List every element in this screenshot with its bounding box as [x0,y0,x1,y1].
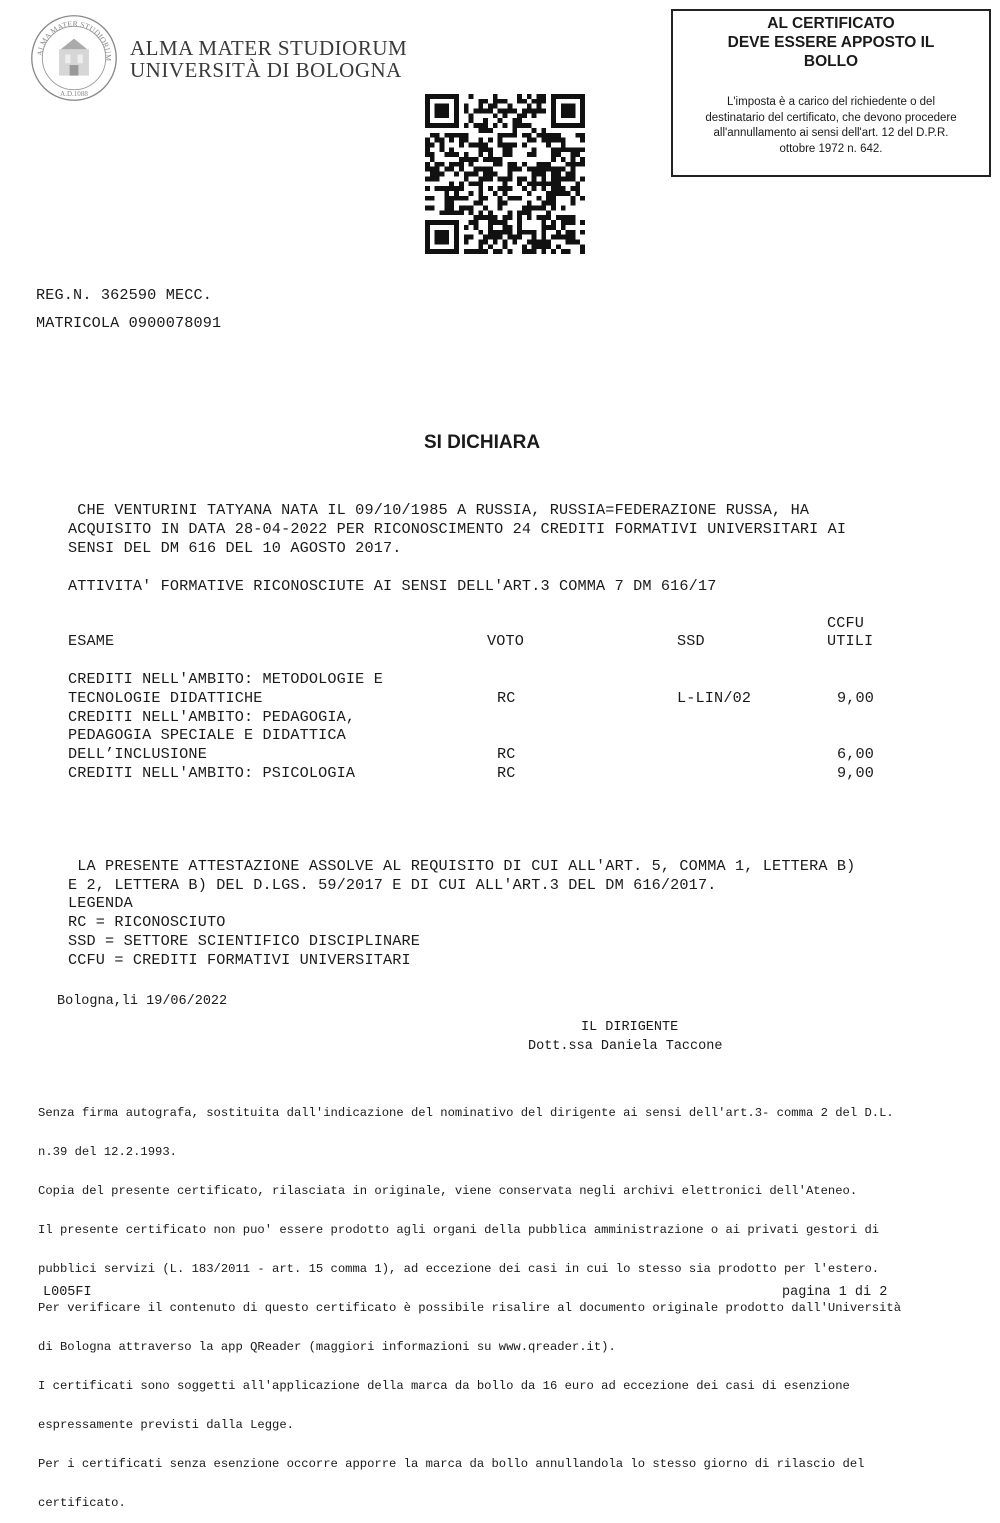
footnote-line: espressamente previsti dalla Legge. [38,1418,294,1432]
table-cell-ssd: L-LIN/02 [677,689,752,707]
table-cell-voto: RC [497,745,516,763]
column-header-utili: UTILI [827,632,874,650]
attestation-line: E 2, LETTERA B) DEL D.LGS. 59/2017 E DI CUI ALL'ART.3 DEL DM 616/2017. [68,876,717,894]
footnote-line: Il presente certificato non puo' essere prodotto agli organi della pubblica amministrazione o ai privati gestori di [38,1223,880,1237]
page-number: pagina 1 di 2 [782,1285,888,1300]
table-cell-esame: PEDAGOGIA SPECIALE E DIDATTICA [68,726,346,744]
legend-item: SSD = SETTORE SCIENTIFICO DISCIPLINARE [68,932,421,950]
table-cell-esame: DELL’INCLUSIONE [68,745,207,763]
signature-role: IL DIRIGENTE [581,1020,679,1035]
stamp-duty-box [671,9,991,177]
legend-title: LEGENDA [68,894,133,912]
footnote-line: Senza firma autografa, sostituita dall'indicazione del nominativo del dirigente ai sensi dell'art.3- comma 2 del D.L. [38,1106,894,1120]
legend-item: RC = RICONOSCIUTO [68,913,226,931]
table-cell-esame: CREDITI NELL'AMBITO: METODOLOGIE E [68,670,383,688]
page-title: SI DICHIARA [423,432,541,453]
stamp-box-title [673,14,989,71]
svg-text:A.D.1088: A.D.1088 [60,89,88,98]
place-date: Bologna,li 19/06/2022 [57,994,228,1009]
matricola-number: MATRICOLA 0900078091 [36,314,222,332]
signature-name: Dott.ssa Daniela Taccone [528,1039,723,1054]
table-cell-esame: TECNOLOGIE DIDATTICHE [68,689,263,707]
footnote-line: di Bologna attraverso la app QReader (maggiori informazioni su www.qreader.it). [38,1340,616,1354]
footnote-line: certificato. [38,1496,126,1510]
legend-item: CCFU = CREDITI FORMATIVI UNIVERSITARI [68,951,411,969]
table-cell-ccfu: 9,00 [837,689,875,707]
svg-text:ALMA MATER STUDIORUM: ALMA MATER STUDIORUM [35,19,113,62]
footnote-line: Per i certificati senza esenzione occorre apporre la marca da bollo annullandola lo stesso giorno di rilascio del [38,1457,865,1471]
stamp-note-line: all'annullamento ai sensi dell'art. 12 del D.P.R. [713,127,949,139]
declaration-line: SENSI DEL DM 616 DEL 10 AGOSTO 2017. [68,539,402,557]
footnote-line: n.39 del 12.2.1993. [38,1145,177,1159]
stamp-title-line: BOLLO [803,53,859,70]
column-header-voto: VOTO [487,632,525,650]
stamp-note-line: ottobre 1972 n. 642. [779,142,883,155]
declaration-line: ACQUISITO IN DATA 28-04-2022 PER RICONOSCIMENTO 24 CREDITI FORMATIVI UNIVERSITARI AI [68,520,847,538]
table-cell-ccfu: 9,00 [837,764,875,782]
table-cell-voto: RC [497,764,516,782]
stamp-note-line: destinatario del certificato, che devono procedere [705,111,957,124]
table-cell-esame: CREDITI NELL'AMBITO: PEDAGOGIA, [68,708,356,726]
footnote-block [38,1081,901,1523]
stamp-title-line: DEVE ESSERE APPOSTO IL [727,34,935,51]
footnote-line: Copia del presente certificato, rilasciata in originale, viene conservata negli archivi elettronici dell'Ateneo. [38,1184,858,1198]
stamp-box-note [673,95,989,157]
footnote-line: Per verificare il contenuto di questo certificato è possibile risalire al documento originale prodotto dall'Università [38,1301,902,1315]
table-cell-esame: CREDITI NELL'AMBITO: PSICOLOGIA [68,764,356,782]
declaration-line: CHE VENTURINI TATYANA NATA IL 09/10/1985 A RUSSIA, RUSSIA=FEDERAZIONE RUSSA, HA [68,501,810,519]
university-seal-logo [30,14,118,102]
stamp-title-line: AL CERTIFICATO [767,15,895,32]
university-name-line-2: UNIVERSITÀ DI BOLOGNA [130,58,402,82]
qr-code [425,94,585,254]
activities-title: ATTIVITA' FORMATIVE RICONOSCIUTE AI SENSI DELL'ART.3 COMMA 7 DM 616/17 [68,577,717,595]
attestation-line: LA PRESENTE ATTESTAZIONE ASSOLVE AL REQUISITO DI CUI ALL'ART. 5, COMMA 1, LETTERA B) [68,857,856,875]
footnote-line: I certificati sono soggetti all'applicazione della marca da bollo da 16 euro ad eccezione dei casi di esenzione [38,1379,850,1393]
column-header-ssd: SSD [677,632,705,650]
table-cell-ccfu: 6,00 [837,745,875,763]
document-code: L005FI [43,1285,92,1300]
footnote-line: pubblici servizi (L. 183/2011 - art. 15 comma 1), ad eccezione dei casi in cui lo stesso sia prodotto per l'estero. [38,1262,880,1276]
table-cell-voto: RC [497,689,516,707]
stamp-note-line: L'imposta è a carico del richiedente o del [726,96,936,108]
university-name-line-1: ALMA MATER STUDIORUM [130,36,408,60]
column-header-esame: ESAME [68,632,115,650]
registration-number: REG.N. 362590 MECC. [36,286,213,304]
column-header-ccfu: CCFU [827,614,865,632]
